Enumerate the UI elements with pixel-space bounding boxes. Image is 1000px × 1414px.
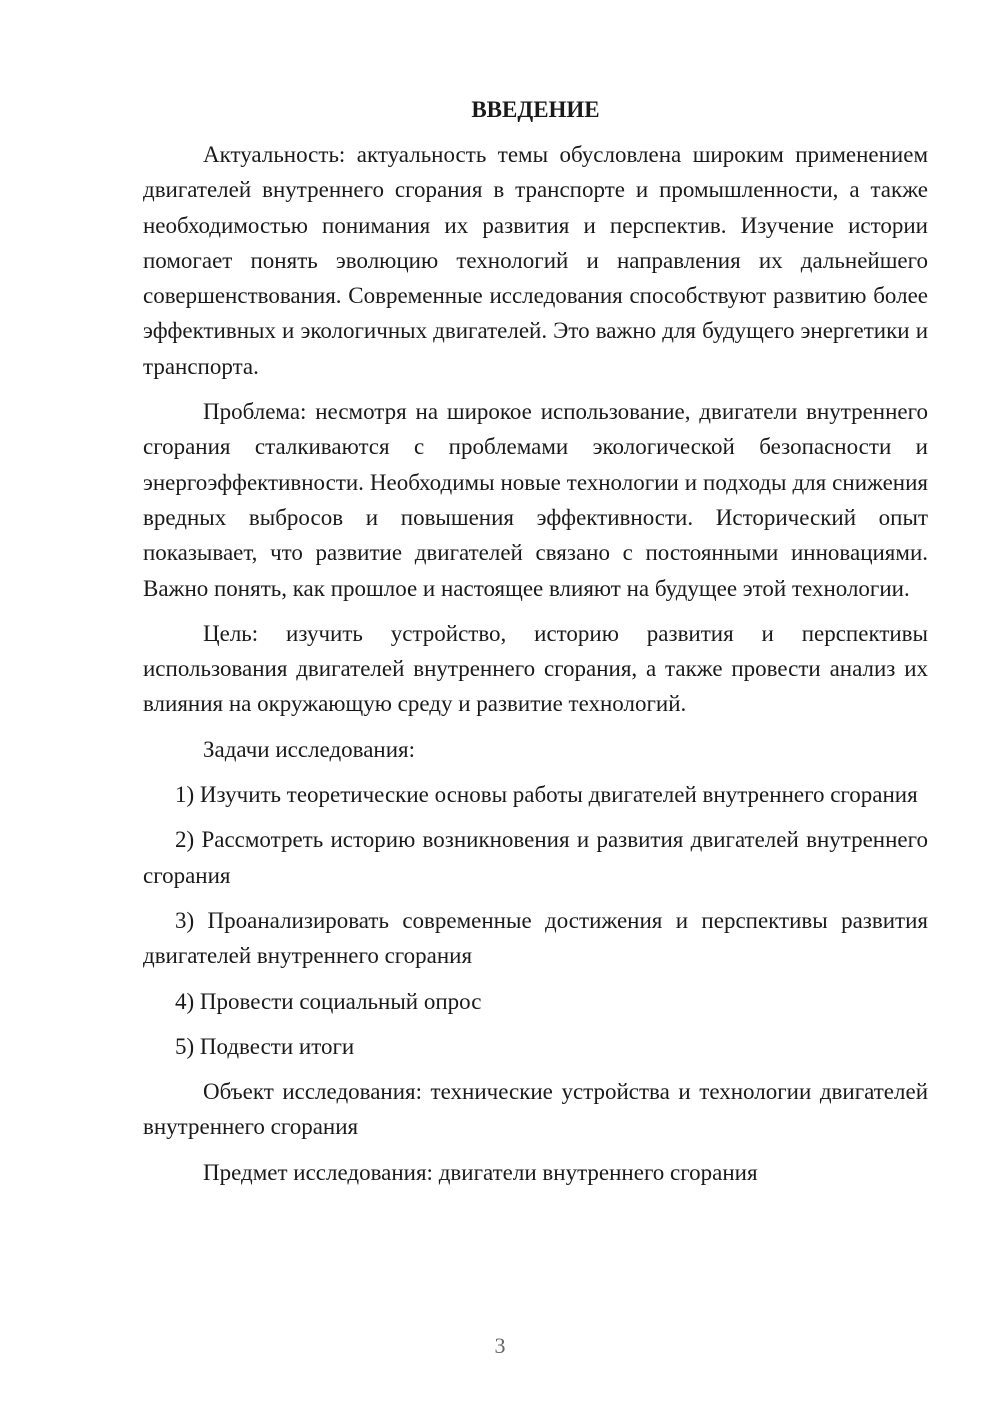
- task-item: 2) Рассмотреть историю возникновения и развития двигателей внутреннего сгорания: [143, 827, 928, 888]
- page-number: 3: [494, 1333, 506, 1358]
- section-title: ВВЕДЕНИЕ: [471, 97, 600, 122]
- task-item: 1) Изучить теоретические основы работы двигателей внутреннего сгорания: [175, 782, 918, 808]
- tasks-list: [143, 777, 928, 1064]
- document-page: [143, 95, 928, 1200]
- paragraph-object: Объект исследования: технические устройства и технологии двигателей внутреннего сгорания: [143, 1079, 928, 1140]
- paragraph-relevance: Актуальность: актуальность темы обусловлена широким применением двигателей внутреннего сгорания в транспорте и промышленности, а также необходимостью понимания их развития и перспектив. Изучение истории помогает понять эволюцию технологий и направления их дальнейшего совершенствования. Современные исследования способствуют развитию более эффективных и экологичных двигателей. Это важно для будущего энергетики и транспорта.: [143, 142, 928, 379]
- paragraph-subject: Предмет исследования: двигатели внутреннего сгорания: [203, 1159, 758, 1185]
- task-item: 3) Проанализировать современные достижения и перспективы развития двигателей внутреннего сгорания: [143, 907, 928, 969]
- tasks-heading: Задачи исследования:: [203, 736, 416, 762]
- task-item: 5) Подвести итоги: [175, 1033, 355, 1059]
- paragraph-goal: Цель: изучить устройство, историю развития и перспективы использования двигателей внутреннего сгорания, а также провести анализ их влияния на окружающую среду и развитие технологий.: [143, 620, 928, 717]
- task-item: 4) Провести социальный опрос: [175, 988, 482, 1014]
- paragraph-problem: Проблема: несмотря на широкое использование, двигатели внутреннего сгорания сталкиваются с проблемами экологической безопасности и энергоэффективности. Необходимы новые технологии и подходы для снижения вредных выбросов и повышения эффективности. Исторический опыт показывает, что развитие двигателей связано с постоянными инновациями. Важно понять, как прошлое и настоящее влияют на будущее этой технологии.: [143, 399, 928, 601]
